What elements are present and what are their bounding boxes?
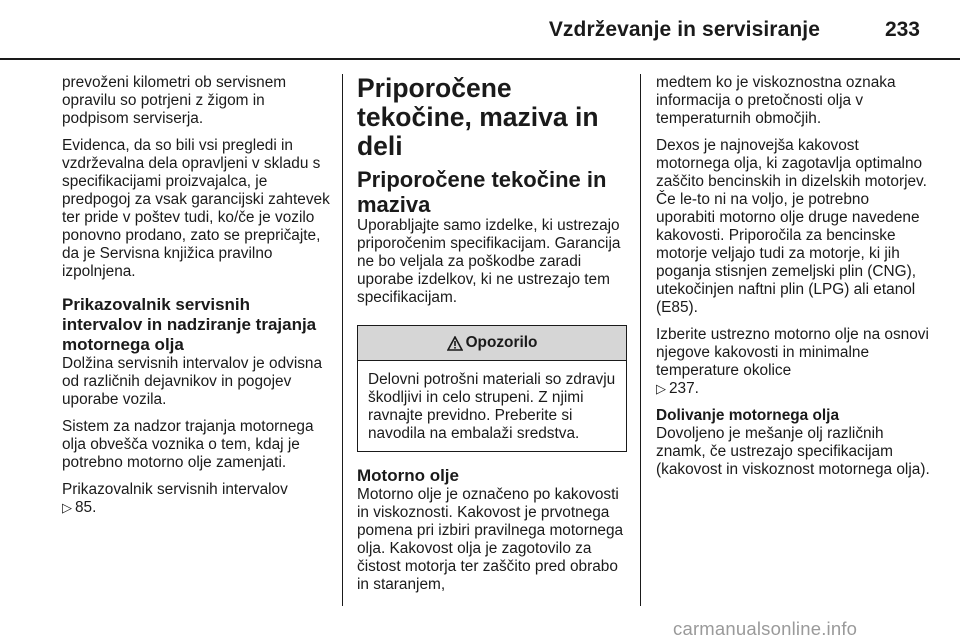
column-divider-2 — [640, 74, 641, 606]
paragraph: prevoženi kilometri ob servisnem opravilu so potrjeni z žigom in podpisom serviserja. — [62, 74, 287, 127]
section-heading: Dolivanje motornega olja — [656, 407, 840, 424]
paragraph: Dexos je najnovejša kakovost motornega olja, ki zagotavlja optimalno zaščito bencinskih in dizelskih motorjev. Če le-to ni na voljo, je potrebno uporabiti motorno olje druge navedene kakovosti. Priporočila za bencinske motorje veljajo tudi za motorje, ki jih poganja stisnjen zemeljski plin (CNG), utekočinjen naftni plin (LPG) ali etanol (E85). — [656, 137, 927, 316]
chapter-heading: Priporočene tekočine, maziva in deli — [357, 73, 599, 161]
page-reference[interactable] — [62, 499, 330, 517]
paragraph: Motorno olje je označeno po kakovosti in viskoznosti. Kakovost je prvotnega pomena pri izbiri pravilnega motornega olja. Kakovost olja je zagotovilo za čistost motorja ter zaščito pred obrabo in staranjem, — [357, 486, 624, 593]
paragraph: Izberite ustrezno motorno olje na osnovi njegove kakovosti in minimalne temperature okolice — [656, 326, 929, 379]
warning-title: Opozorilo — [465, 334, 538, 351]
warning-box — [357, 325, 627, 452]
section-heading: Motorno olje — [357, 466, 459, 485]
paragraph: medtem ko je viskoznostna oznaka informacija o pretočnosti olja v temperaturnih območjih. — [656, 74, 896, 127]
column-divider-1 — [342, 74, 343, 606]
page-number: 233 — [884, 18, 920, 41]
paragraph: Dolžina servisnih intervalov je odvisna od različnih dejavnikov in pogojev uporabe vozila. — [62, 355, 323, 408]
warning-triangle-icon — [447, 336, 463, 351]
page-reference[interactable] — [656, 380, 931, 398]
column-3 — [656, 74, 931, 488]
section-heading: Prikazovalnik servisnih intervalov in nadziranje trajanja motornega olja — [62, 295, 317, 354]
running-header-title: Vzdrževanje in servisiranje — [548, 18, 820, 41]
paragraph: Uporabljajte samo izdelke, ki ustrezajo priporočenim specifikacijam. Garancija ne bo veljala za poškodbe zaradi uporabe izdelkov, ki ne ustrezajo tem specifikacijam. — [357, 217, 621, 306]
header-rule — [0, 58, 960, 60]
page-reference-arrow-icon: ▷ — [62, 500, 72, 515]
column-1 — [62, 74, 330, 526]
warning-header — [358, 326, 626, 361]
warning-text: Delovni potrošni materiali so zdravju škodljivi in celo strupeni. Z njimi ravnajte previdno. Preberite si navodila na embalaži sredstva. — [368, 371, 616, 442]
page-reference-number: 237. — [669, 380, 699, 397]
page-reference-number: 85. — [75, 499, 97, 516]
page-reference-arrow-icon: ▷ — [656, 381, 666, 396]
section-heading: Priporočene tekočine in maziva — [357, 167, 607, 217]
column-2 — [357, 74, 627, 603]
paragraph: Dovoljeno je mešanje olj različnih znamk, če ustrezajo specifikacijam (kakovost in viskoznost motornega olja). — [656, 425, 930, 478]
paragraph: Sistem za nadzor trajanja motornega olja obvešča voznika o tem, kdaj je potrebno motorno olje zamenjati. — [62, 418, 314, 471]
watermark: carmanualsonline.info — [673, 618, 858, 639]
paragraph: Evidenca, da so bili vsi pregledi in vzdrževalna dela opravljeni v skladu s specifikacijami proizvajalca, je predpogoj za vsak garancijski zahtevek ter pride v poštev tudi, ko/če je vozilo ponovno prodano, zato se prepričajte, da je Servisna knjižica pravilno izpolnjena. — [62, 137, 330, 280]
paragraph: Prikazovalnik servisnih intervalov — [62, 481, 288, 498]
